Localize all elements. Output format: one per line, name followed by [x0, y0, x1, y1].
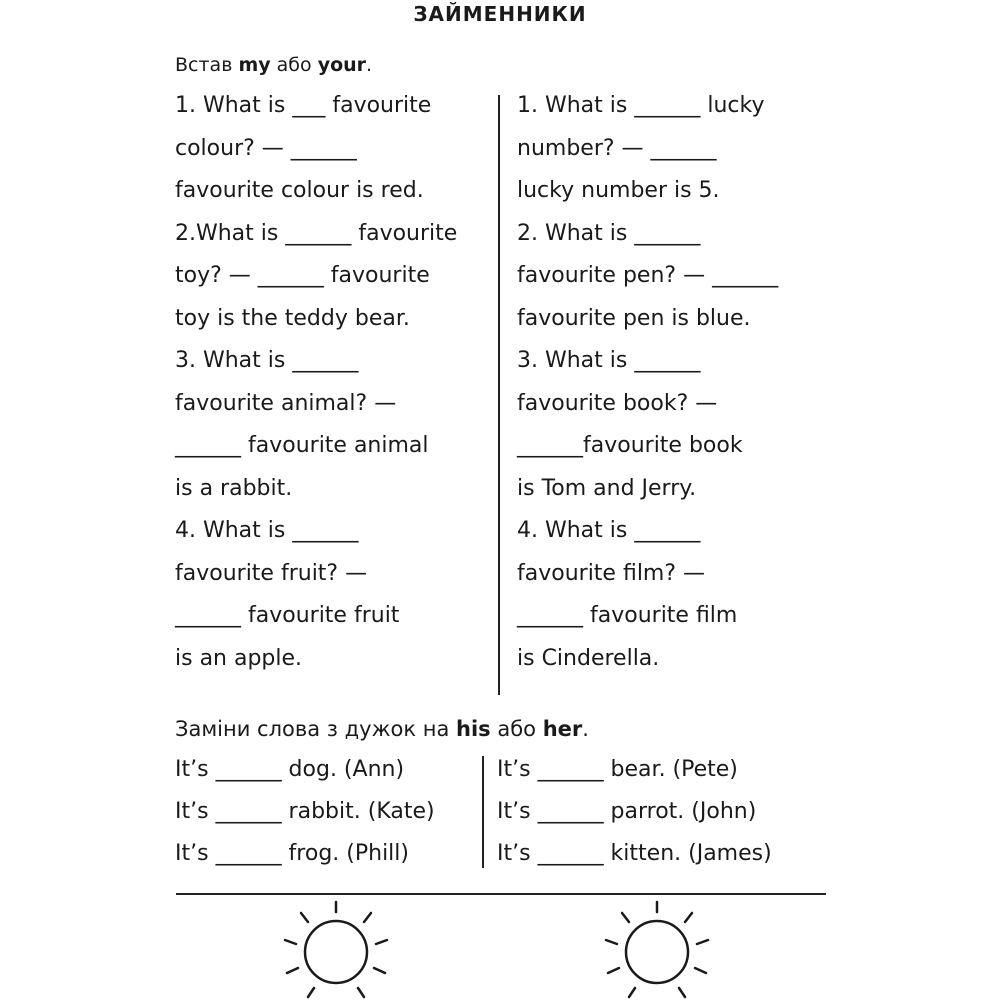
- instruction-text: або: [490, 717, 543, 741]
- exercise-line: 4. What is ______: [517, 518, 701, 543]
- exercise-line: It’s ______ parrot. (John): [497, 799, 757, 824]
- exercise2-right-column: [497, 749, 772, 875]
- instruction-text: .: [582, 717, 589, 741]
- exercise-line: colour? — ______: [175, 135, 357, 161]
- exercise-line: favourite film? —: [517, 560, 706, 586]
- exercise-line: favourite colour is red.: [175, 178, 424, 203]
- exercise-line: 3. What is ______: [175, 348, 359, 373]
- exercise-line: 3. What is ______: [517, 348, 701, 373]
- instruction-text: Заміни слова з дужок на: [175, 717, 456, 741]
- exercise-line: It’s ______ kitten. (James): [497, 841, 772, 866]
- sun-icon: [278, 898, 398, 1000]
- instruction-text: Встав: [175, 54, 239, 76]
- exercise-line: favourite pen? — ______: [517, 263, 779, 288]
- exercise-line: is Tom and Jerry.: [517, 475, 697, 501]
- exercise-line: is a rabbit.: [175, 475, 293, 501]
- exercise1-left-column: [175, 85, 457, 680]
- exercise2-instruction: [175, 716, 589, 742]
- exercise-line: favourite book? —: [517, 390, 718, 416]
- exercise-line: It’s ______ dog. (Ann): [175, 757, 405, 782]
- exercise-line: ______ favourite fruit: [175, 603, 400, 628]
- sun-icon: [597, 898, 717, 1000]
- exercise-line: ______ favourite animal: [175, 433, 429, 458]
- exercise-line: ______favourite book: [517, 433, 743, 458]
- exercise-line: lucky number is 5.: [517, 178, 720, 203]
- exercise-line: is an apple.: [175, 645, 303, 671]
- instruction-keyword-my: my: [238, 54, 271, 76]
- exercise-line: favourite animal? —: [175, 390, 397, 416]
- exercise-line: favourite fruit? —: [175, 560, 368, 586]
- exercise-line: It’s ______ rabbit. (Kate): [175, 799, 435, 824]
- instruction-keyword-your: your: [317, 54, 367, 76]
- exercise-line: toy? — ______ favourite: [175, 263, 430, 288]
- exercise-line: is Cinderella.: [517, 645, 660, 671]
- exercise1-instruction: [175, 52, 372, 78]
- exercise-line: 2.What is ______ favourite: [175, 220, 458, 246]
- exercise-line: favourite pen is blue.: [517, 305, 751, 331]
- column-divider: [498, 95, 500, 695]
- exercise2-left-column: [175, 749, 435, 875]
- exercise-line: 1. What is ______ lucky: [517, 93, 765, 118]
- exercise-line: It’s ______ bear. (Pete): [497, 757, 738, 782]
- exercise-line: 2. What is ______: [517, 220, 701, 246]
- instruction-keyword-her: her: [542, 717, 583, 741]
- section-divider: [176, 893, 826, 895]
- exercise-line: ______ favourite film: [517, 603, 738, 628]
- column-divider: [482, 756, 484, 868]
- instruction-text: .: [366, 54, 373, 76]
- exercise1-right-column: [517, 85, 778, 680]
- exercise-line: It’s ______ frog. (Phill): [175, 841, 409, 866]
- exercise-line: toy is the teddy bear.: [175, 305, 410, 331]
- exercise-line: 1. What is ___ favourite: [175, 93, 432, 118]
- page-title: ЗАЙМЕННИКИ: [413, 2, 587, 26]
- instruction-text: або: [270, 54, 318, 76]
- exercise-line: 4. What is ______: [175, 518, 359, 543]
- instruction-keyword-his: his: [456, 717, 491, 741]
- exercise-line: number? — ______: [517, 135, 717, 161]
